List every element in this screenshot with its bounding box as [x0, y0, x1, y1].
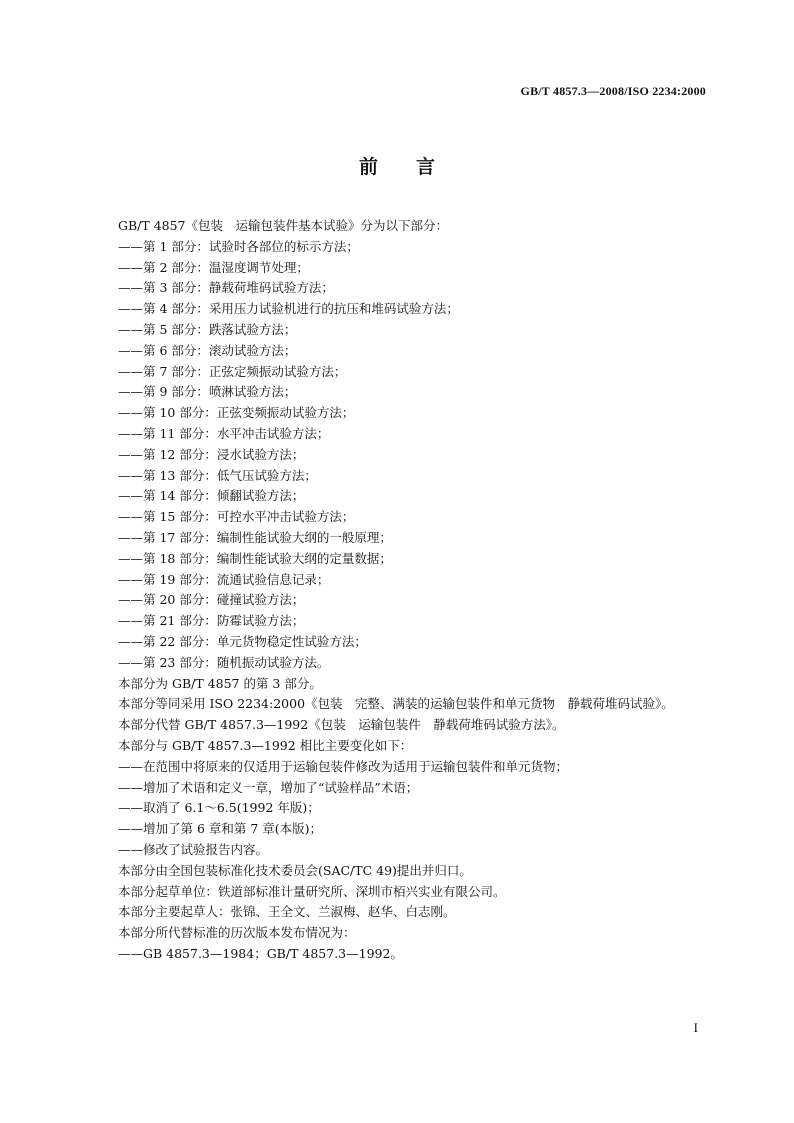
- foreword-body: [118, 216, 718, 965]
- part-item: ——第 19 部分：流通试验信息记录；: [118, 571, 330, 587]
- part-item: ——第 12 部分：浸水试验方法；: [118, 446, 305, 462]
- intro-text: GB/T 4857《包装 运输包装件基本试验》分为以下部分：: [118, 218, 449, 233]
- part-item: ——第 3 部分：静载荷堆码试验方法；: [118, 280, 334, 296]
- part-of-statement: 本部分为 GB/T 4857 的第 3 部分。: [118, 675, 322, 691]
- part-item: ——第 11 部分：水平冲击试验方法；: [118, 425, 330, 441]
- part-item: ——第 20 部分：碰撞试验方法；: [118, 592, 305, 608]
- part-item: ——第 22 部分：单元货物稳定性试验方法；: [118, 633, 367, 649]
- part-item: ——第 5 部分：跌落试验方法；: [118, 321, 297, 337]
- part-item: ——第 1 部分：试验时各部位的标示方法；: [118, 238, 359, 254]
- changes-intro: 本部分与 GB/T 4857.3—1992 相比主要变化如下：: [118, 737, 413, 753]
- part-item: ——第 23 部分：随机振动试验方法。: [118, 654, 330, 670]
- part-item: ——第 15 部分：可控水平冲击试验方法；: [118, 509, 355, 525]
- drafters: 本部分主要起草人：张锦、王全文、兰淑梅、赵华、白志刚。: [118, 904, 456, 920]
- part-item: ——第 10 部分：正弦变频振动试验方法；: [118, 405, 355, 421]
- change-item: ——增加了术语和定义一章，增加了“试验样品”术语；: [118, 779, 419, 795]
- proposer-statement: 本部分由全国包装标准化技术委员会(SAC/TC 49)提出并归口。: [118, 862, 472, 878]
- part-item: ——第 21 部分：防霉试验方法；: [118, 613, 305, 629]
- change-item: ——在范围中将原来的仅适用于运输包装件修改为适用于运输包装件和单元货物；: [118, 758, 569, 774]
- replacement-statement: 本部分代替 GB/T 4857.3—1992《包装 运输包装件 静载荷堆码试验方法》。: [118, 717, 565, 733]
- page-title: 前言: [358, 156, 473, 178]
- change-item: ——取消了 6.1～6.5(1992 年版)；: [118, 800, 320, 816]
- part-item: ——第 7 部分：正弦定频振动试验方法；: [118, 363, 347, 379]
- adoption-statement: 本部分等同采用 ISO 2234:2000《包装 完整、满装的运输包装件和单元货物 静载荷堆码试验》。: [118, 696, 674, 712]
- page-number: I: [693, 1020, 698, 1035]
- part-item: ——第 18 部分：编制性能试验大纲的定量数据；: [118, 550, 392, 566]
- change-item: ——修改了试验报告内容。: [118, 841, 269, 857]
- part-item: ——第 2 部分：温湿度调节处理；: [118, 259, 309, 275]
- part-item: ——第 4 部分：采用压力试验机进行的抗压和堆码试验方法；: [118, 301, 459, 317]
- history-intro: 本部分所代替标准的历次版本发布情况为：: [118, 925, 356, 941]
- part-item: ——第 9 部分：喷淋试验方法；: [118, 384, 297, 400]
- change-item: ——增加了第 6 章和第 7 章(本版)；: [118, 821, 323, 837]
- drafting-units: 本部分起草单位：铁道部标准计量研究所、深圳市栢兴实业有限公司。: [118, 883, 506, 899]
- history-list: ——GB 4857.3—1984；GB/T 4857.3—1992。: [118, 945, 403, 961]
- part-item: ——第 14 部分：倾翻试验方法；: [118, 488, 305, 504]
- part-item: ——第 17 部分：编制性能试验大纲的一般原理；: [118, 529, 392, 545]
- part-item: ——第 13 部分：低气压试验方法；: [118, 467, 317, 483]
- part-item: ——第 6 部分：滚动试验方法；: [118, 342, 297, 358]
- standard-code-header: GB/T 4857.3—2008/ISO 2234:2000: [520, 84, 706, 98]
